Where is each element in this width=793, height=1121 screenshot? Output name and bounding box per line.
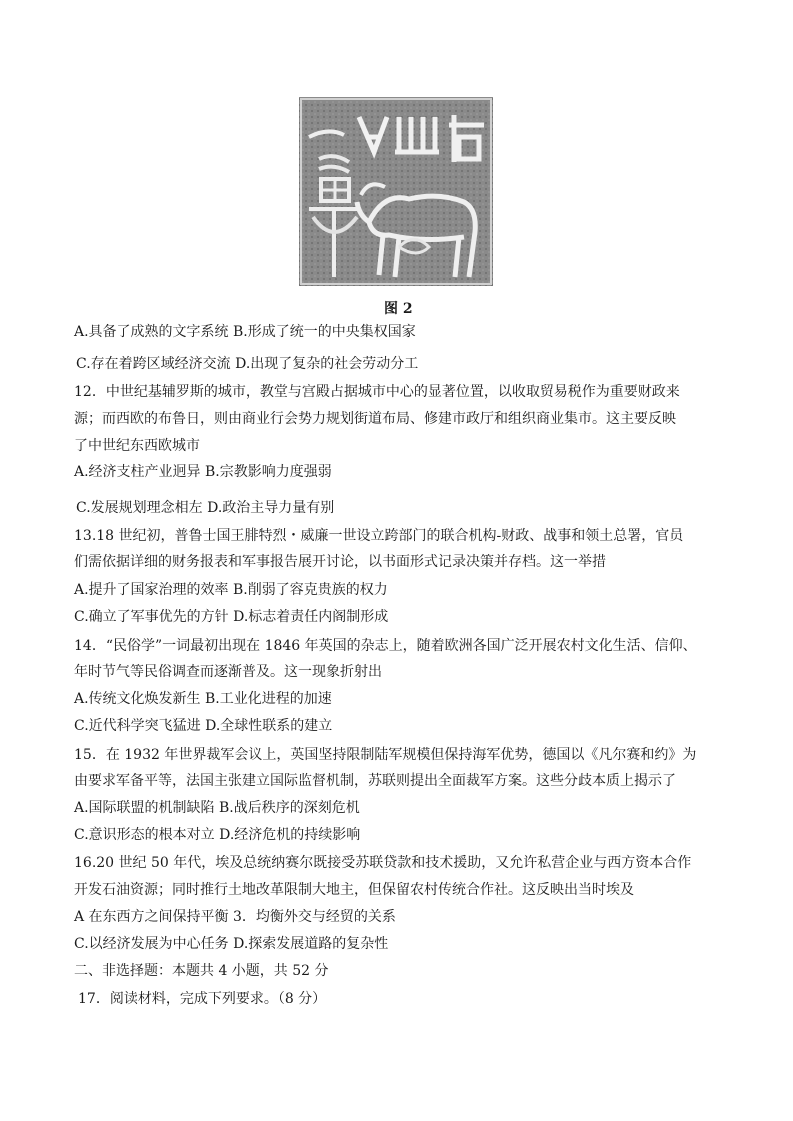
- q14-options-cd: C.近代科学突飞猛进 D.全球性联系的建立: [74, 718, 333, 734]
- q16-stem-line-2: 开发石油资源；同时推行土地改革限制大地主，但保留农村传统合作社。这反映出当时埃及: [74, 882, 634, 898]
- seal-image-icon: [299, 97, 493, 286]
- q15-stem-line-2: 由要求军备平等，法国主张建立国际监督机制，苏联则提出全面裁军方案。这些分歧本质上揭示了: [74, 773, 676, 789]
- q14-stem-line-1: 14．“民俗学”一词最初出现在 1846 年英国的杂志上，随着欧洲各国广泛开展农村文化生活、信仰、: [74, 638, 697, 654]
- q15-options-cd: C.意识形态的根本对立 D.经济危机的持续影响: [74, 827, 361, 843]
- q12-stem-line-1: 12．中世纪基辅罗斯的城市，教堂与宫殿占据城市中心的显著位置，以收取贸易税作为重要财政来: [74, 384, 680, 400]
- section-2-heading: 二、非选择题：本题共 4 小题，共 52 分: [74, 963, 329, 979]
- q13-stem-line-2: 们需依据详细的财务报表和军事报告展开讨论，以书面形式记录决策并存档。这一举措: [74, 554, 606, 570]
- q16-options-ab: A 在东西方之间保持平衡 3．均衡外交与经贸的关系: [74, 909, 396, 925]
- q15-stem-line-1: 15．在 1932 年世界裁军会议上，英国坚持限制陆军规模但保持海军优势，德国以《凡尔赛和约》为: [74, 747, 697, 763]
- q17-prompt: 17．阅读材料，完成下列要求。（8 分）: [78, 991, 327, 1007]
- q16-options-cd: C.以经济发展为中心任务 D.探索发展道路的复杂性: [74, 936, 389, 952]
- q12-options-ab: A.经济支柱产业迥异 B.宗教影响力度强弱: [74, 464, 332, 480]
- q14-stem-line-2: 年时节气等民俗调查而逐渐普及。这一现象折射出: [74, 664, 382, 680]
- q15-options-ab: A.国际联盟的机制缺陷 B.战后秩序的深刻危机: [74, 800, 360, 816]
- q12-stem-line-2: 源；而西欧的布鲁日，则由商业行会势力规划街道布局、修建市政厅和组织商业集市。这主要反映: [74, 411, 676, 427]
- q16-stem-line-1: 16.20 世纪 50 年代，埃及总统纳赛尔既接受苏联贷款和技术援助，又允许私营企业与西方资本合作: [74, 855, 692, 871]
- q14-options-ab: A.传统文化焕发新生 B.工业化进程的加速: [74, 691, 332, 707]
- q11-options-ab: A.具备了成熟的文字系统 B.形成了统一的中央集权国家: [74, 324, 416, 340]
- q13-stem-line-1: 13.18 世纪初，普鲁士国王腓特烈・威廉一世设立跨部门的联合机构-财政、战事和领土总署，官员: [74, 528, 684, 544]
- q13-options-cd: C.确立了军事优先的方针 D.标志着责任内阁制形成: [74, 609, 389, 625]
- q13-options-ab: A.提升了国家治理的效率 B.削弱了容克贵族的权力: [74, 582, 388, 598]
- q11-options-cd: C.存在着跨区域经济交流 D.出现了复杂的社会劳动分工: [76, 356, 419, 372]
- seal-image: [299, 97, 493, 286]
- q12-stem-line-3: 了中世纪东西欧城市: [74, 438, 200, 454]
- figure-caption: 图 2: [384, 301, 413, 317]
- q12-options-cd: C.发展规划理念相左 D.政治主导力量有别: [76, 500, 335, 516]
